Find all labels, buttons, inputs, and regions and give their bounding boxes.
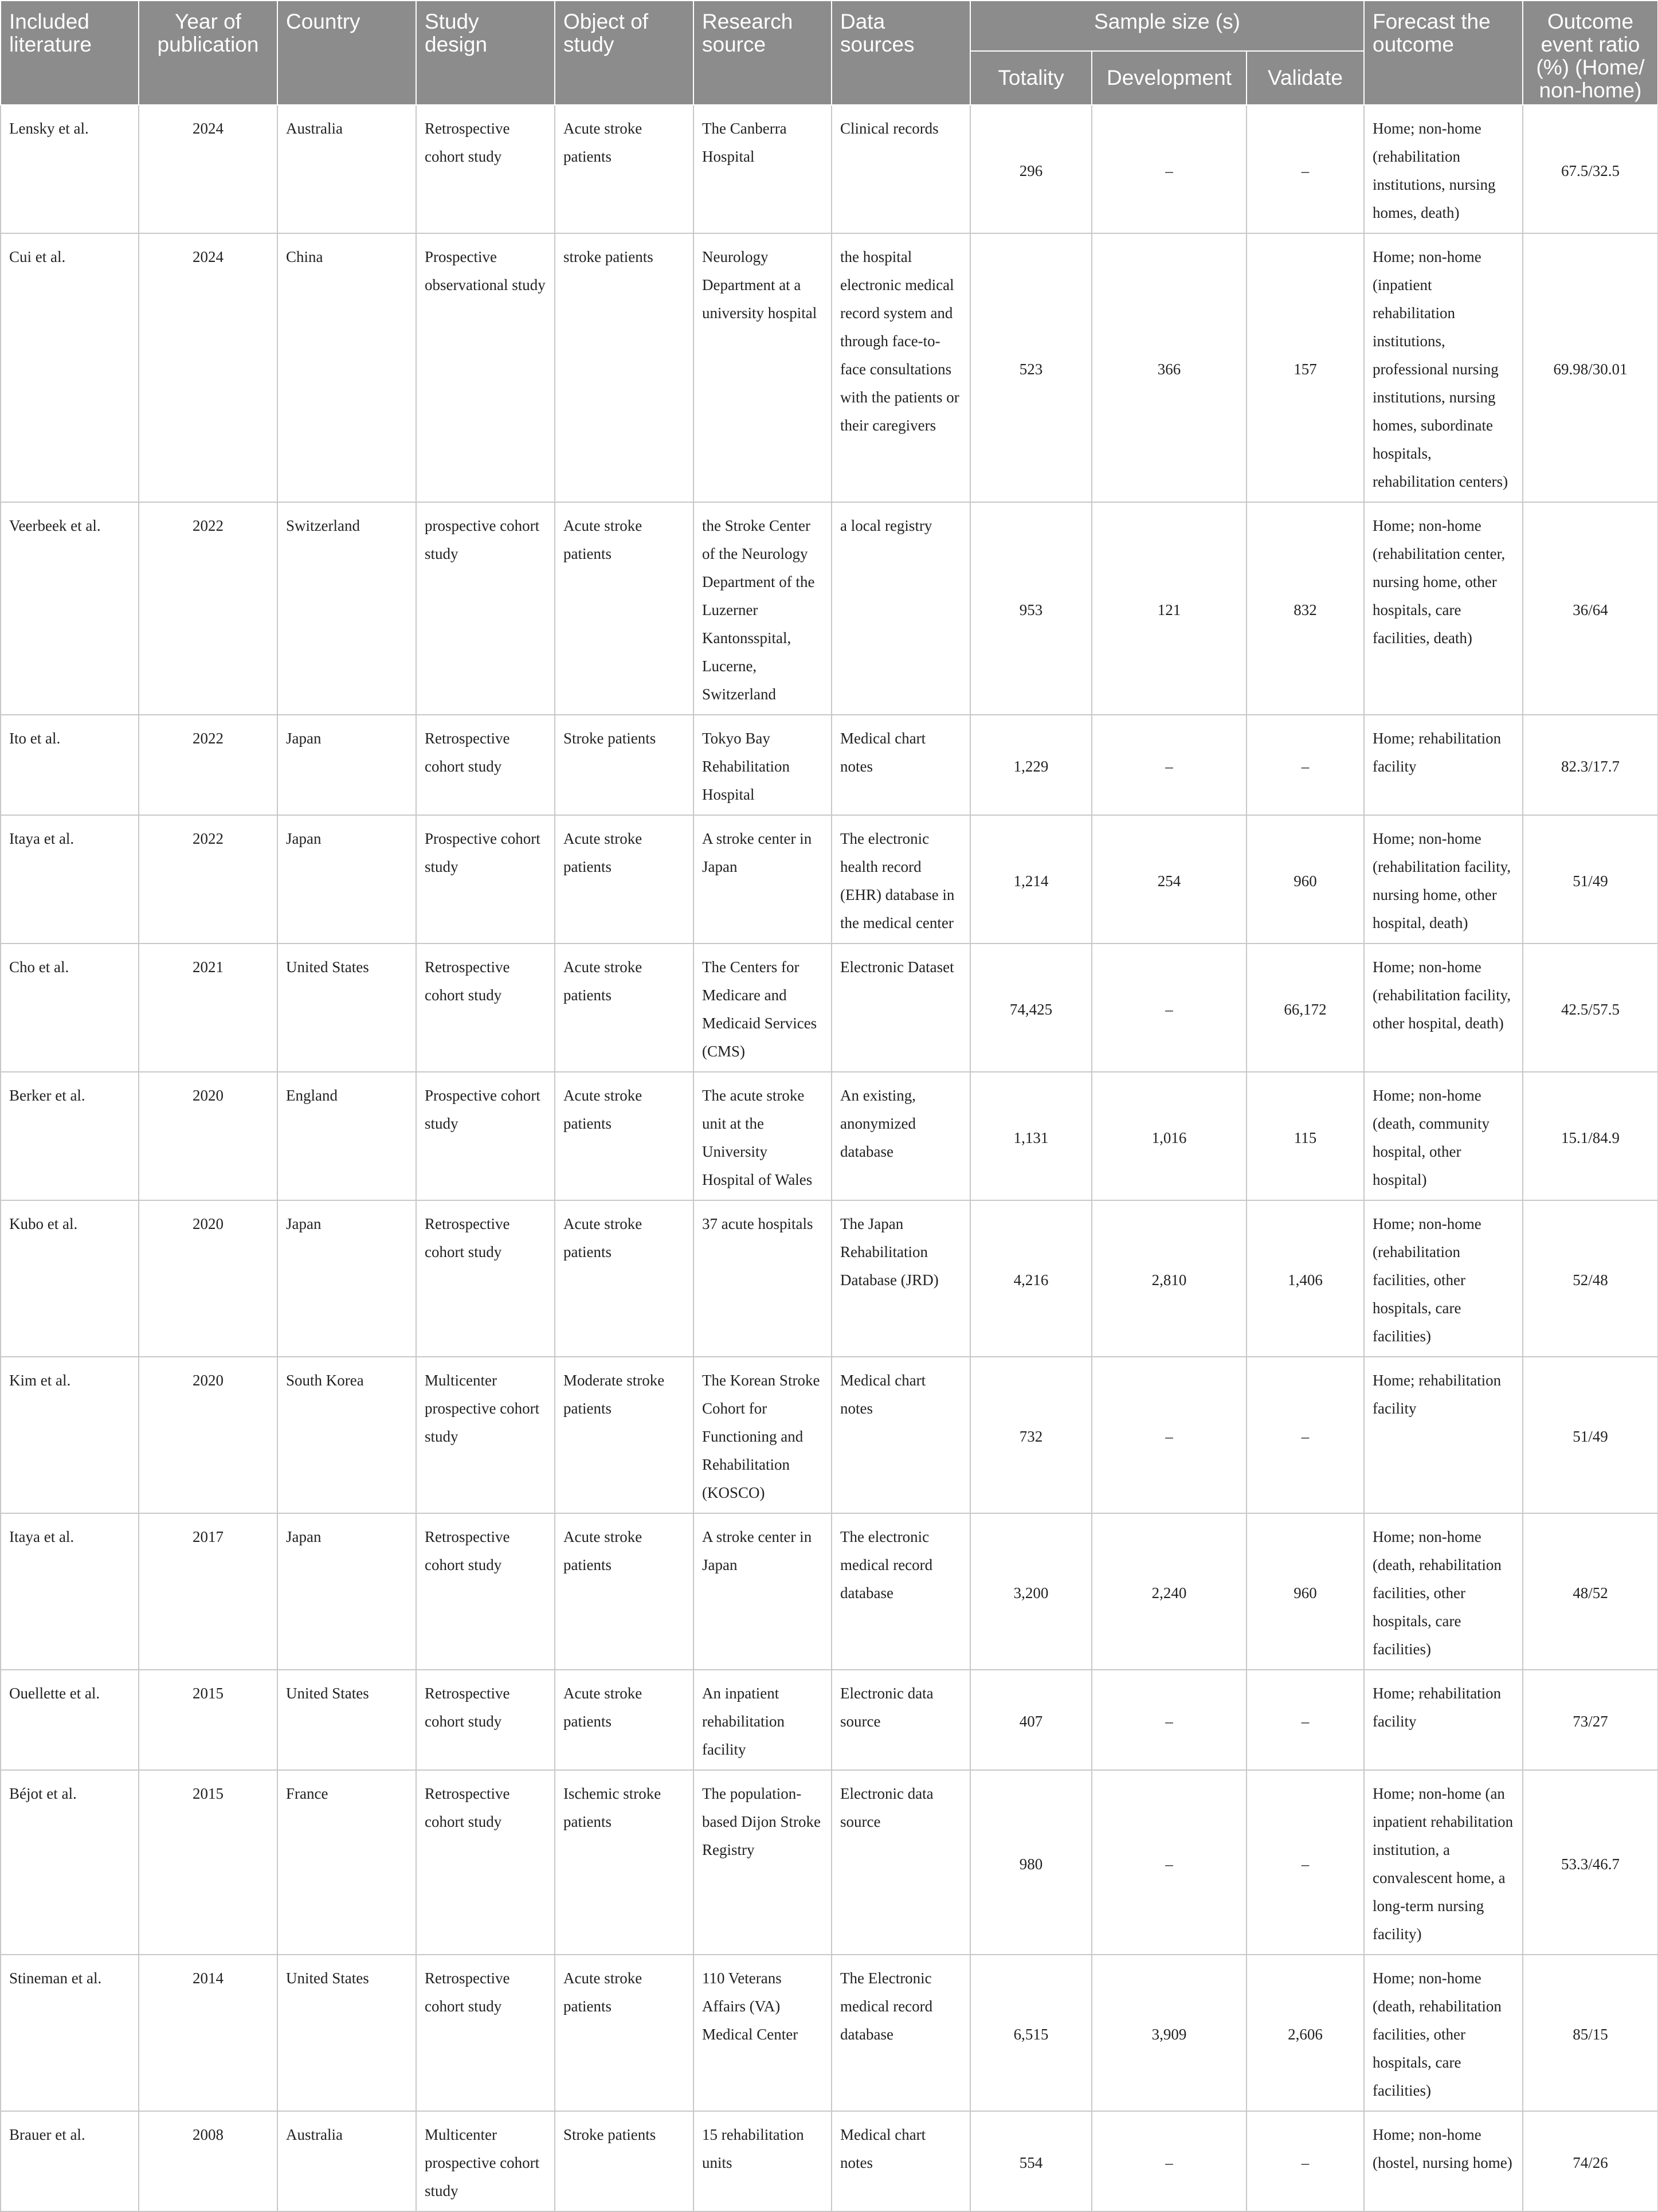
cell-forecast: Home; non-home (rehabilitation facilities, other hospitals, care facilities) [1364,1200,1523,1357]
cell-country: Switzerland [277,502,416,715]
cell-forecast: Home; rehabilitation facility [1364,1670,1523,1770]
cell-year: 2024 [139,105,277,233]
table-row [1,1072,1658,1200]
cell-outcome-ratio: 74/26 [1523,2111,1658,2211]
cell-year: 2020 [139,1072,277,1200]
cell-development: – [1092,715,1247,815]
cell-data-sources: The Japan Rehabilitation Database (JRD) [832,1200,970,1357]
cell-study-design: Multicenter prospective cohort study [416,1357,555,1513]
cell-development: – [1092,1770,1247,1955]
table-row [1,1670,1658,1770]
cell-year: 2020 [139,1357,277,1513]
cell-outcome-ratio: 73/27 [1523,1670,1658,1770]
cell-validate: – [1247,105,1364,233]
cell-literature: Kim et al. [1,1357,139,1513]
cell-totality: 1,229 [970,715,1092,815]
cell-year: 2017 [139,1513,277,1670]
cell-literature: Veerbeek et al. [1,502,139,715]
cell-data-sources: Electronic data source [832,1670,970,1770]
cell-development: – [1092,1357,1247,1513]
cell-country: South Korea [277,1357,416,1513]
cell-forecast: Home; non-home (rehabilitation facility, nursing home, other hospital, death) [1364,815,1523,943]
cell-forecast: Home; non-home (hostel, nursing home) [1364,2111,1523,2211]
table-row [1,815,1658,943]
cell-validate: – [1247,1770,1364,1955]
header-forecast: Forecast the outcome [1364,1,1523,105]
cell-data-sources: An existing, anonymized database [832,1072,970,1200]
header-year: Year of publication [139,1,277,105]
table-row [1,2111,1658,2211]
cell-validate: – [1247,2111,1364,2211]
header-development: Development [1092,51,1247,105]
cell-study-design: Retrospective cohort study [416,1670,555,1770]
cell-literature: Lensky et al. [1,105,139,233]
cell-year: 2015 [139,1770,277,1955]
cell-study-design: prospective cohort study [416,502,555,715]
cell-validate: 832 [1247,502,1364,715]
cell-data-sources: Electronic Dataset [832,943,970,1072]
cell-country: United States [277,1955,416,2111]
cell-research-source: The population-based Dijon Stroke Registry [693,1770,832,1955]
header-sample-size: Sample size (s) [970,1,1364,51]
cell-study-design: Retrospective cohort study [416,715,555,815]
cell-forecast: Home; non-home (an inpatient rehabilitation institution, a convalescent home, a long-term nursing facility) [1364,1770,1523,1955]
table-row [1,502,1658,715]
cell-research-source: The Centers for Medicare and Medicaid Services (CMS) [693,943,832,1072]
cell-data-sources: Medical chart notes [832,1357,970,1513]
cell-object: Acute stroke patients [555,1955,693,2111]
cell-literature: Béjot et al. [1,1770,139,1955]
cell-research-source: An inpatient rehabilitation facility [693,1670,832,1770]
table-row [1,233,1658,502]
cell-year: 2022 [139,815,277,943]
cell-development: – [1092,2111,1247,2211]
cell-research-source: Tokyo Bay Rehabilitation Hospital [693,715,832,815]
cell-object: Acute stroke patients [555,502,693,715]
cell-outcome-ratio: 15.1/84.9 [1523,1072,1658,1200]
cell-totality: 296 [970,105,1092,233]
cell-totality: 74,425 [970,943,1092,1072]
cell-study-design: Prospective cohort study [416,815,555,943]
cell-country: China [277,233,416,502]
cell-development: 121 [1092,502,1247,715]
header-row [1,1,1658,51]
cell-forecast: Home; non-home (death, rehabilitation facilities, other hospitals, care facilities) [1364,1513,1523,1670]
cell-totality: 4,216 [970,1200,1092,1357]
cell-outcome-ratio: 52/48 [1523,1200,1658,1357]
cell-research-source: A stroke center in Japan [693,1513,832,1670]
cell-country: United States [277,943,416,1072]
cell-totality: 3,200 [970,1513,1092,1670]
header-validate: Validate [1247,51,1364,105]
cell-development: 3,909 [1092,1955,1247,2111]
cell-validate: – [1247,715,1364,815]
cell-country: France [277,1770,416,1955]
cell-outcome-ratio: 48/52 [1523,1513,1658,1670]
cell-outcome-ratio: 85/15 [1523,1955,1658,2111]
cell-totality: 980 [970,1770,1092,1955]
cell-country: Japan [277,1200,416,1357]
cell-research-source: the Stroke Center of the Neurology Department of the Luzerner Kantonsspital, Lucerne, Switzerland [693,502,832,715]
cell-object: stroke patients [555,233,693,502]
table-row [1,1200,1658,1357]
cell-research-source: The acute stroke unit at the University Hospital of Wales [693,1072,832,1200]
cell-data-sources: Medical chart notes [832,715,970,815]
cell-data-sources: a local registry [832,502,970,715]
cell-development: – [1092,943,1247,1072]
cell-literature: Itaya et al. [1,1513,139,1670]
cell-study-design: Retrospective cohort study [416,943,555,1072]
cell-forecast: Home; non-home (rehabilitation institutions, nursing homes, death) [1364,105,1523,233]
cell-object: Stroke patients [555,2111,693,2211]
cell-validate: 960 [1247,815,1364,943]
cell-literature: Berker et al. [1,1072,139,1200]
cell-forecast: Home; non-home (death, community hospital, other hospital) [1364,1072,1523,1200]
table-row [1,715,1658,815]
cell-study-design: Retrospective cohort study [416,1200,555,1357]
cell-validate: 115 [1247,1072,1364,1200]
table-row [1,105,1658,233]
cell-validate: 2,606 [1247,1955,1364,2111]
cell-object: Ischemic stroke patients [555,1770,693,1955]
cell-object: Stroke patients [555,715,693,815]
table-row [1,1955,1658,2111]
header-included-literature: Included literature [1,1,139,105]
cell-object: Acute stroke patients [555,1513,693,1670]
header-country: Country [277,1,416,105]
cell-forecast: Home; non-home (inpatient rehabilitation institutions, professional nursing institutions, nursing homes, subordinate hospitals, rehabilitation centers) [1364,233,1523,502]
cell-forecast: Home; non-home (rehabilitation center, nursing home, other hospitals, care facilities, death) [1364,502,1523,715]
cell-development: – [1092,105,1247,233]
cell-literature: Kubo et al. [1,1200,139,1357]
cell-research-source: A stroke center in Japan [693,815,832,943]
table-row [1,1770,1658,1955]
cell-validate: 66,172 [1247,943,1364,1072]
cell-study-design: Retrospective cohort study [416,1513,555,1670]
table-row [1,1513,1658,1670]
cell-research-source: 15 rehabilitation units [693,2111,832,2211]
cell-literature: Itaya et al. [1,815,139,943]
cell-object: Moderate stroke patients [555,1357,693,1513]
cell-data-sources: The electronic medical record database [832,1513,970,1670]
cell-outcome-ratio: 51/49 [1523,1357,1658,1513]
cell-literature: Ito et al. [1,715,139,815]
cell-forecast: Home; rehabilitation facility [1364,1357,1523,1513]
cell-development: 1,016 [1092,1072,1247,1200]
cell-research-source: 37 acute hospitals [693,1200,832,1357]
cell-year: 2022 [139,715,277,815]
cell-totality: 554 [970,2111,1092,2211]
header-totality: Totality [970,51,1092,105]
cell-object: Acute stroke patients [555,1200,693,1357]
cell-validate: 1,406 [1247,1200,1364,1357]
cell-research-source: The Korean Stroke Cohort for Functioning and Rehabilitation (KOSCO) [693,1357,832,1513]
cell-outcome-ratio: 36/64 [1523,502,1658,715]
cell-study-design: Retrospective cohort study [416,1955,555,2111]
header-outcome-ratio: Outcome event ratio (%) (Home/ non-home) [1523,1,1658,105]
cell-data-sources: Electronic data source [832,1770,970,1955]
cell-year: 2020 [139,1200,277,1357]
cell-totality: 523 [970,233,1092,502]
cell-outcome-ratio: 82.3/17.7 [1523,715,1658,815]
cell-totality: 407 [970,1670,1092,1770]
cell-outcome-ratio: 67.5/32.5 [1523,105,1658,233]
cell-object: Acute stroke patients [555,815,693,943]
cell-object: Acute stroke patients [555,1072,693,1200]
cell-study-design: Multicenter prospective cohort study [416,2111,555,2211]
cell-year: 2008 [139,2111,277,2211]
cell-totality: 1,131 [970,1072,1092,1200]
cell-outcome-ratio: 53.3/46.7 [1523,1770,1658,1955]
cell-literature: Cui et al. [1,233,139,502]
cell-literature: Brauer et al. [1,2111,139,2211]
cell-country: Japan [277,1513,416,1670]
cell-validate: 960 [1247,1513,1364,1670]
cell-country: Japan [277,815,416,943]
cell-object: Acute stroke patients [555,943,693,1072]
cell-outcome-ratio: 51/49 [1523,815,1658,943]
cell-development: 2,240 [1092,1513,1247,1670]
cell-totality: 1,214 [970,815,1092,943]
cell-country: Japan [277,715,416,815]
cell-outcome-ratio: 69.98/30.01 [1523,233,1658,502]
cell-study-design: Retrospective cohort study [416,1770,555,1955]
cell-data-sources: Medical chart notes [832,2111,970,2211]
cell-validate: – [1247,1357,1364,1513]
header-object: Object of study [555,1,693,105]
cell-outcome-ratio: 42.5/57.5 [1523,943,1658,1072]
header-research-source: Research source [693,1,832,105]
cell-study-design: Prospective observational study [416,233,555,502]
cell-research-source: 110 Veterans Affairs (VA) Medical Center [693,1955,832,2111]
cell-development: 254 [1092,815,1247,943]
cell-forecast: Home; non-home (rehabilitation facility, other hospital, death) [1364,943,1523,1072]
header-study-design: Study design [416,1,555,105]
cell-development: – [1092,1670,1247,1770]
table-row [1,943,1658,1072]
cell-literature: Stineman et al. [1,1955,139,2111]
cell-year: 2014 [139,1955,277,2111]
cell-research-source: Neurology Department at a university hospital [693,233,832,502]
cell-development: 366 [1092,233,1247,502]
cell-literature: Cho et al. [1,943,139,1072]
cell-development: 2,810 [1092,1200,1247,1357]
cell-data-sources: Clinical records [832,105,970,233]
cell-year: 2021 [139,943,277,1072]
cell-forecast: Home; non-home (death, rehabilitation facilities, other hospitals, care facilities) [1364,1955,1523,2111]
table-row [1,1357,1658,1513]
cell-year: 2024 [139,233,277,502]
cell-data-sources: The Electronic medical record database [832,1955,970,2111]
cell-object: Acute stroke patients [555,1670,693,1770]
cell-country: England [277,1072,416,1200]
cell-validate: 157 [1247,233,1364,502]
cell-object: Acute stroke patients [555,105,693,233]
cell-year: 2015 [139,1670,277,1770]
cell-validate: – [1247,1670,1364,1770]
cell-country: United States [277,1670,416,1770]
cell-literature: Ouellette et al. [1,1670,139,1770]
cell-totality: 6,515 [970,1955,1092,2111]
cell-forecast: Home; rehabilitation facility [1364,715,1523,815]
cell-country: Australia [277,105,416,233]
cell-totality: 953 [970,502,1092,715]
cell-study-design: Prospective cohort study [416,1072,555,1200]
cell-data-sources: The electronic health record (EHR) database in the medical center [832,815,970,943]
cell-research-source: The Canberra Hospital [693,105,832,233]
cell-year: 2022 [139,502,277,715]
table-body [1,105,1658,2211]
cell-totality: 732 [970,1357,1092,1513]
cell-study-design: Retrospective cohort study [416,105,555,233]
header-data-sources: Data sources [832,1,970,105]
cell-country: Australia [277,2111,416,2211]
cell-data-sources: the hospital electronic medical record system and through face-to-face consultations with the patients or their caregivers [832,233,970,502]
